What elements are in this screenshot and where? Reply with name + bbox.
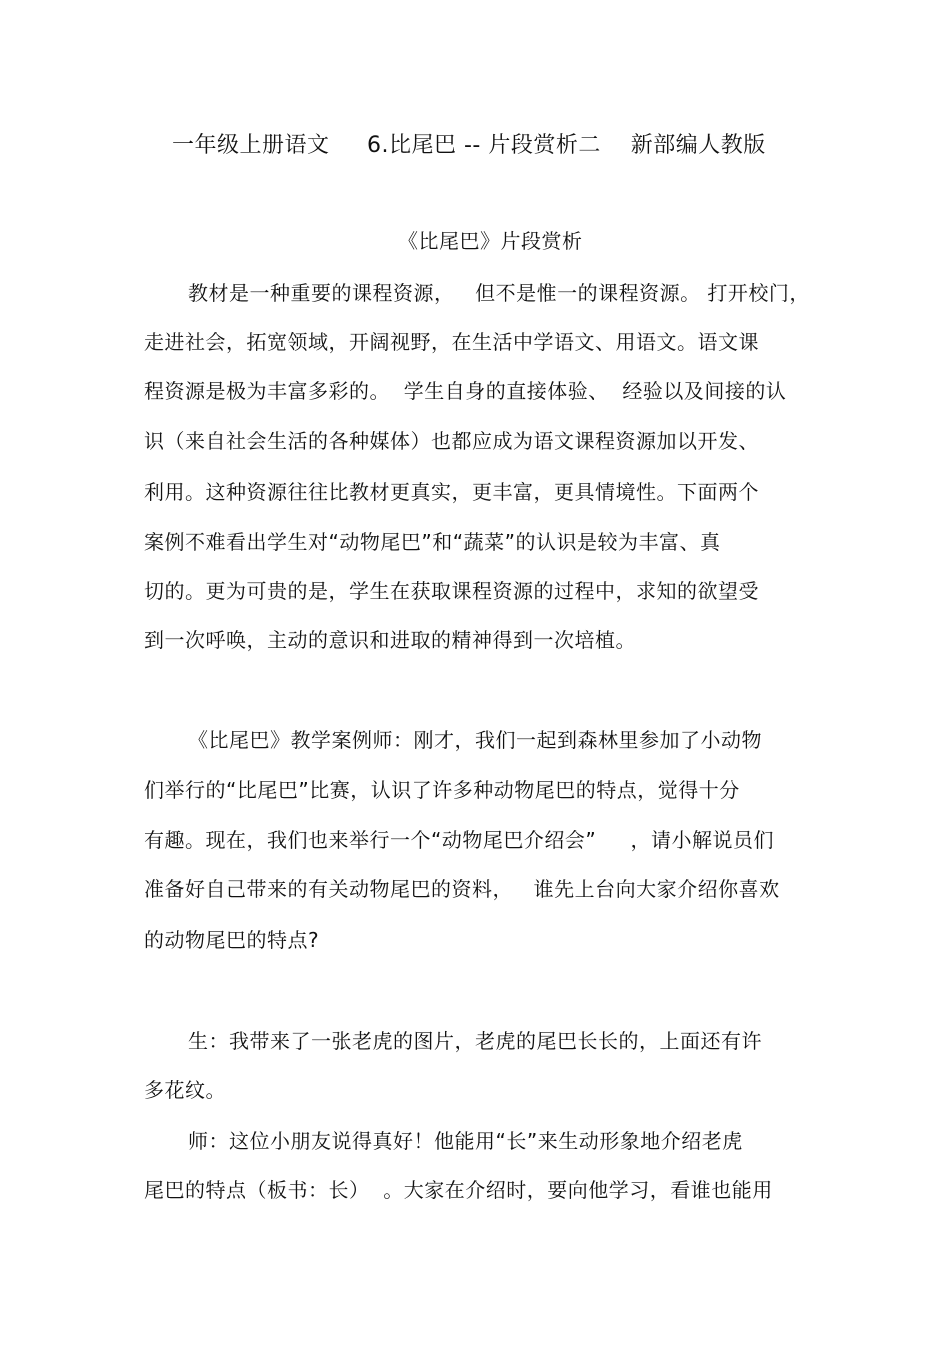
text-line: 识（来自社会生活的各种媒体）也都应成为语文课程资源加以开发、 xyxy=(144,429,759,453)
text-line: 的动物尾巴的特点? xyxy=(144,928,320,952)
text-line: 《比尾巴》教学案例师：刚才，我们一起到森林里参加了小动物 xyxy=(188,728,762,752)
text-line: 尾巴的特点（板书：长） 。大家在介绍时，要向他学习，看谁也能用 xyxy=(144,1178,773,1202)
text-line: 案例不难看出学生对“动物尾巴”和“蔬菜”的认识是较为丰富、真 xyxy=(144,530,721,554)
text-line: 切的。更为可贵的是，学生在获取课程资源的过程中，求知的欲望受 xyxy=(144,579,759,603)
text-line: 教材是一种重要的课程资源， 但不是惟一的课程资源。 打开校门， xyxy=(188,281,810,305)
text-line: 师：这位小朋友说得真好！他能用“长”来生动形象地介绍老虎 xyxy=(188,1129,743,1153)
text-line: 走进社会，拓宽领域，开阔视野，在生活中学语文、用语文。语文课 xyxy=(144,330,759,354)
text-line: 准备好自己带来的有关动物尾巴的资料， 谁先上台向大家介绍你喜欢 xyxy=(144,877,780,901)
text-line: 到一次呼唤，主动的意识和进取的精神得到一次培植。 xyxy=(144,628,636,652)
text-line: 利用。这种资源往往比教材更真实，更丰富，更具情境性。下面两个 xyxy=(144,480,759,504)
text-line: 有趣。现在，我们也来举行一个“动物尾巴介绍会” ，请小解说员们 xyxy=(144,828,775,852)
text-line: 程资源是极为丰富多彩的。 学生自身的直接体验、 经验以及间接的认 xyxy=(144,379,787,403)
text-line: 多花纹。 xyxy=(144,1078,226,1102)
text-line: 们举行的“比尾巴”比赛，认识了许多种动物尾巴的特点，觉得十分 xyxy=(144,778,740,802)
document-title: 一年级上册语文 6.比尾巴 -- 片段赏析二 新部编人教版 xyxy=(172,133,766,158)
text-line: 生：我带来了一张老虎的图片，老虎的尾巴长长的，上面还有许 xyxy=(188,1029,762,1053)
section-subtitle: 《比尾巴》片段赏析 xyxy=(398,229,583,253)
